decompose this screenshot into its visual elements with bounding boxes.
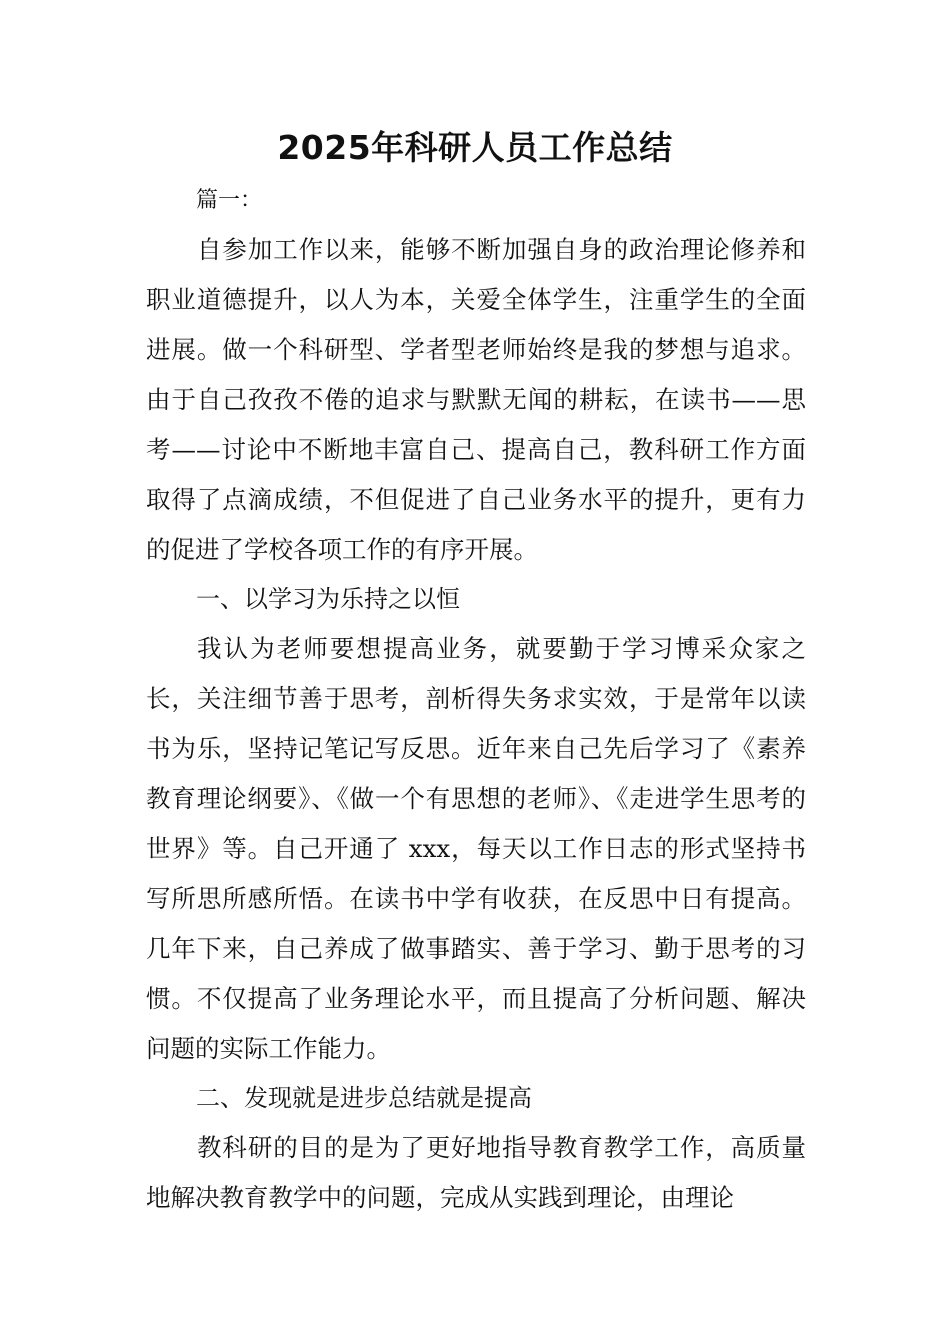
paragraph-research: 教科研的目的是为了更好地指导教育教学工作，高质量地解决教育教学中的问题，完成从实践到理论，由理论 [146,1133,806,1212]
document-title: 2025年科研人员工作总结 [277,128,673,167]
section-heading-2: 二、发现就是进步总结就是提高 [196,1084,532,1112]
paragraph-intro: 自参加工作以来，能够不断加强自身的政治理论修养和职业道德提升，以人为本，关爱全体学生，注重学生的全面进展。做一个科研型、学者型老师始终是我的梦想与追求。由于自己孜孜不倦的追求与默默无闻的耕耘，在读书——思考——讨论中不断地丰富自己、提高自己，教科研工作方面取得了点滴成绩，不但促进了自己业务水平的提升，更有力的促进了学校各项工作的有序开展。 [146,235,806,564]
paragraph-study: 我认为老师要想提高业务，就要勤于学习博采众家之长，关注细节善于思考，剖析得失务求实效，于是常年以读书为乐，坚持记笔记写反思。近年来自己先后学习了《素养教育理论纲要》、《做一个有思想的老师》、《走进学生思考的世界》等。自己开通了 xxx，每天以工作日志的形式坚持书写所思所感所悟。在读书中学有收获，在反思中日有提高。几年下来，自己养成了做事踏实、善于学习、勤于思考的习惯。不仅提高了业务理论水平，而且提高了分析问题、解决问题的实际工作能力。 [146,634,806,1063]
section-heading-1: 一、以学习为乐持之以恒 [196,585,460,613]
section-label: 篇一： [196,188,263,213]
